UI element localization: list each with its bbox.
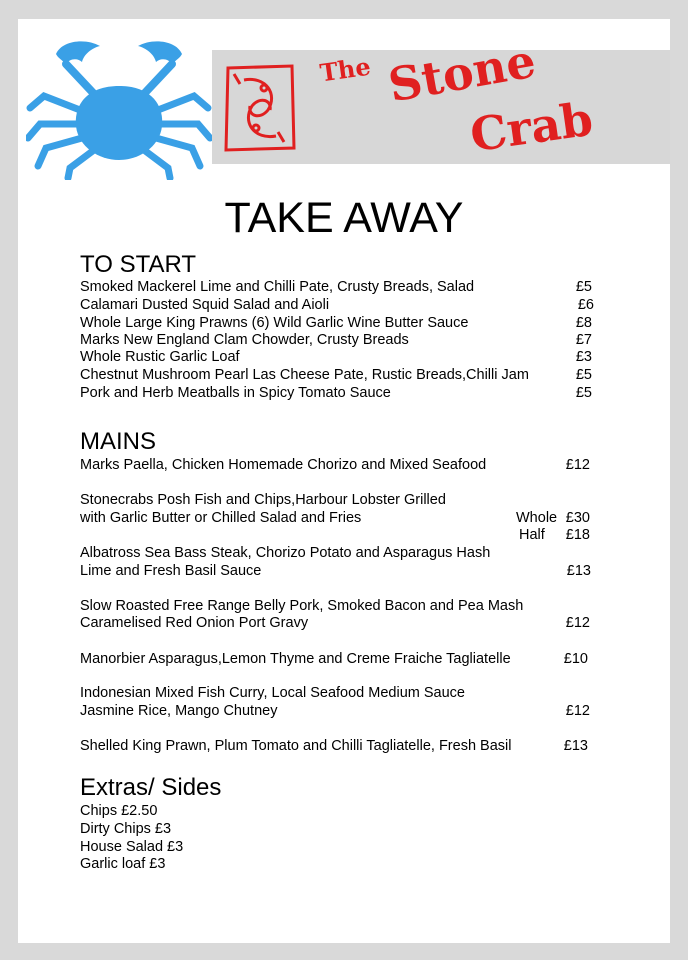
main-item-name: Stonecrabs Posh Fish and Chips,Harbour Lobster Grilled — [80, 492, 446, 508]
brand-the: The — [318, 51, 373, 88]
extras-item: Garlic loaf £3 — [80, 856, 166, 872]
extras-item: Dirty Chips £3 — [80, 821, 172, 837]
starter-item-name: Whole Large King Prawns (6) Wild Garlic Wine Butter Sauce — [80, 315, 469, 331]
extras-heading: Extras/ Sides — [80, 774, 222, 801]
page-title: TAKE AWAY — [224, 194, 464, 242]
mains-heading: MAINS — [80, 428, 157, 455]
starter-item-price: £5 — [575, 279, 592, 295]
starter-item-price: £5 — [575, 367, 592, 383]
starter-item-name: Marks New England Clam Chowder, Crusty Breads — [80, 332, 409, 348]
starter-item-name: Chestnut Mushroom Pearl Las Cheese Pate, Rustic Breads,Chilli Jam — [80, 367, 529, 383]
main-item-price: £10 — [563, 651, 588, 667]
starter-item-price: £7 — [575, 332, 592, 348]
main-item-name: Albatross Sea Bass Steak, Chorizo Potato and Asparagus Hash — [80, 545, 491, 561]
main-item-price: £13 — [566, 563, 591, 579]
main-item-price: £12 — [565, 703, 590, 719]
half-label: Half — [519, 527, 545, 543]
main-item-name: Slow Roasted Free Range Belly Pork, Smoked Bacon and Pea Mash — [80, 598, 524, 614]
brand-crab: Crab — [466, 91, 596, 163]
starter-item-price: £8 — [575, 315, 592, 331]
main-item-description: Lime and Fresh Basil Sauce — [80, 563, 262, 579]
extras-item: House Salad £3 — [80, 839, 184, 855]
extras-item: Chips £2.50 — [80, 803, 158, 819]
starter-item-name: Pork and Herb Meatballs in Spicy Tomato Sauce — [80, 385, 391, 401]
main-item-price: £12 — [565, 615, 590, 631]
starter-item-price: £5 — [575, 385, 592, 401]
main-item-name: Shelled King Prawn, Plum Tomato and Chilli Tagliatelle, Fresh Basil — [80, 738, 512, 754]
main-item-description: Jasmine Rice, Mango Chutney — [80, 703, 278, 719]
starter-item-name: Smoked Mackerel Lime and Chilli Pate, Crusty Breads, Salad — [80, 279, 475, 295]
brand-stone: Stone — [384, 33, 540, 113]
starter-item-price: £6 — [577, 297, 594, 313]
half-price: £18 — [565, 527, 590, 543]
main-item-description: Caramelised Red Onion Port Gravy — [80, 615, 309, 631]
main-item-name: Marks Paella, Chicken Homemade Chorizo and Mixed Seafood — [80, 457, 487, 473]
starter-item-name: Calamari Dusted Squid Salad and Aioli — [80, 297, 330, 313]
starter-item-name: Whole Rustic Garlic Loaf — [80, 349, 240, 365]
main-item-description: with Garlic Butter or Chilled Salad and Fries — [80, 510, 362, 526]
main-item-name: Manorbier Asparagus,Lemon Thyme and Creme Fraiche Tagliatelle — [80, 651, 511, 667]
main-item-name: Indonesian Mixed Fish Curry, Local Seafood Medium Sauce — [80, 685, 465, 701]
starters-heading: TO START — [80, 251, 197, 278]
starter-item-price: £3 — [575, 349, 592, 365]
main-item-price: £13 — [563, 738, 588, 754]
whole-label: Whole — [516, 510, 558, 526]
whole-price: £30 — [565, 510, 590, 526]
main-item-price: £12 — [565, 457, 590, 473]
